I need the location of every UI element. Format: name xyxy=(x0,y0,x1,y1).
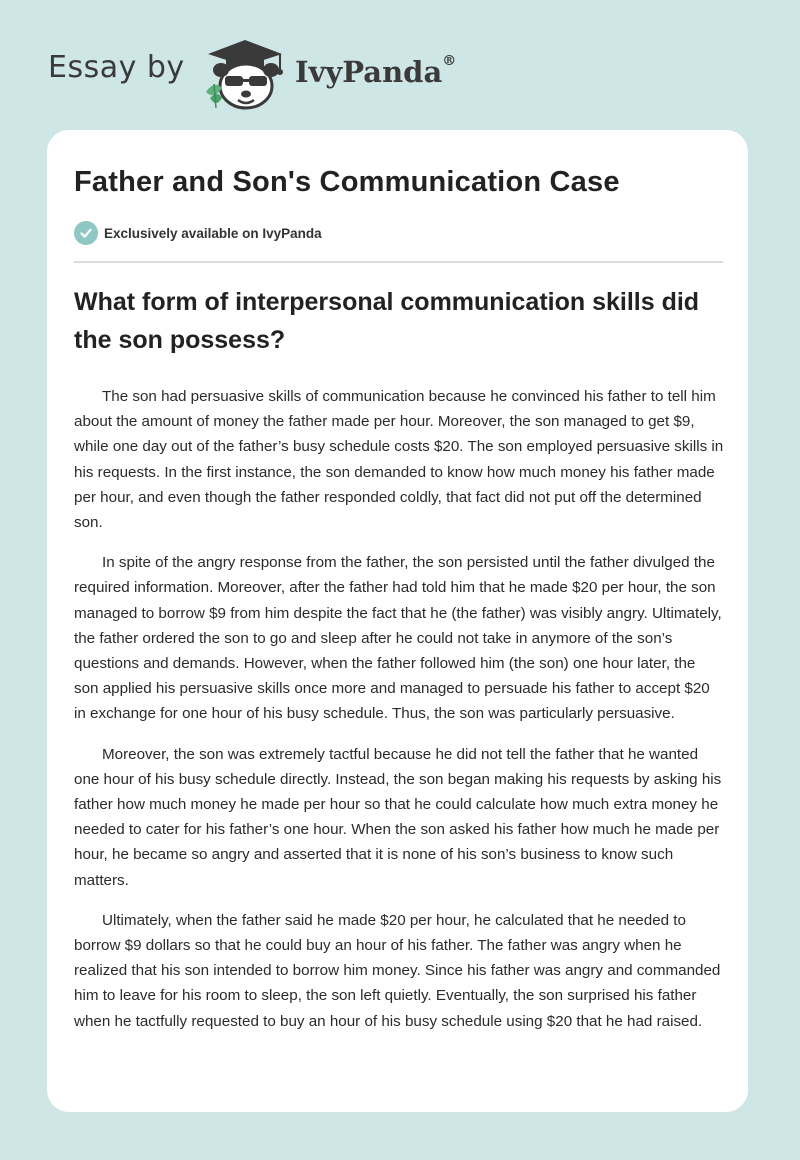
paragraph: In spite of the angry response from the father, the son persisted until the father divulged the required information. Moreover, after the father had told him that he made $20 per hour, the son managed to borrow $9 from him despite the fact that he (the father) was visibly angry. Ultimately, the father ordered the son to go and sleep after he could not take in anymore of the son’s questions and demands. However, when the father followed him (the son) one hour later, the son applied his persuasive skills once more and managed to persuade his father to accept $20 in exchange for one hour of his busy schedule. Thus, the son was particularly persuasive. xyxy=(74,554,722,723)
registered-mark: ® xyxy=(442,53,457,69)
exclusive-badge xyxy=(74,221,322,245)
brand-name[interactable] xyxy=(295,55,456,89)
essay-by-label: Essay by xyxy=(48,50,185,85)
essay-body xyxy=(74,384,724,1049)
paragraph: Ultimately, when the father said he made $20 per hour, he calculated that he needed to borrow $9 dollars so that he could buy an hour of his father. The father was angry when he realized that his son intended to borrow him money. Since his father was angry and commanded him to leave for his room to sleep, the son left quietly. Eventually, the son surprised his father when he tactfully requested to buy an hour of his busy schedule using $20 that he had raised. xyxy=(74,911,721,1030)
brand-text: IvyPanda xyxy=(295,55,443,89)
site-header xyxy=(0,0,800,130)
paragraph: The son had persuasive skills of communication because he convinced his father to tell him about the amount of money the father made per hour. Moreover, the son managed to get $9, while one day out of the father’s busy schedule costs $20. The son employed persuasive skills in his requests. In the first instance, the son demanded to know how much money his father made per hour, and even though the father responded coldly, that fact did not put off the determined son. xyxy=(74,388,724,532)
panda-graduate-logo-icon[interactable] xyxy=(200,34,290,110)
essay-card xyxy=(47,130,748,1112)
check-circle-icon xyxy=(74,221,98,245)
section-heading: What form of interpersonal communication skills did the son possess? xyxy=(74,288,700,354)
exclusive-badge-text: Exclusively available on IvyPanda xyxy=(104,225,322,241)
paragraph: Moreover, the son was extremely tactful because he did not tell the father that he wanted one hour of his busy schedule directly. Instead, the son began making his requests by asking his father how much money he made per hour so that he could calculate how much extra money he needed to cater for his father’s one hour. When the son asked his father how much he made per hour, he became so angry and asserted that it is none of his son’s business to know such matters. xyxy=(74,745,722,889)
essay-title: Father and Son's Communication Case xyxy=(74,166,620,198)
divider xyxy=(74,261,723,263)
